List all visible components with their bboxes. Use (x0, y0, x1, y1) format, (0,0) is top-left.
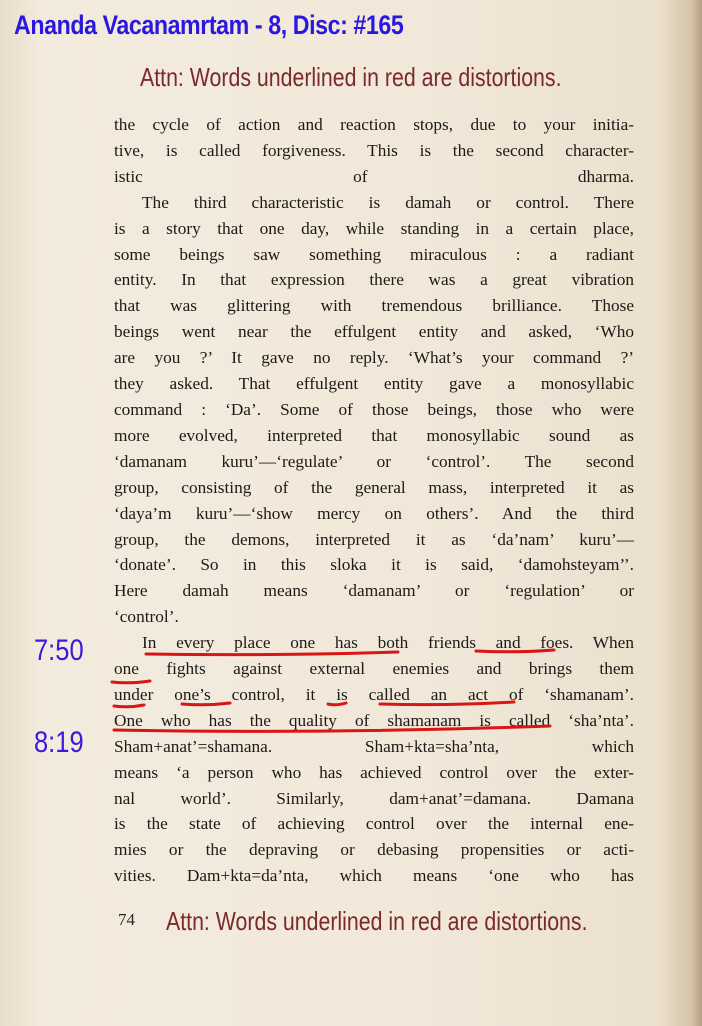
attention-note-bottom: Attn: Words underlined in red are distortions. (166, 906, 588, 936)
text-line: command : ‘Da’. Some of those beings, those who were (114, 399, 634, 419)
annotation-title: Ananda Vacanamrtam - 8, Disc: #165 (14, 10, 404, 40)
text-line: group, consisting of the general mass, interpreted it as (114, 477, 634, 497)
text-line: under one’s control, it is called an act of ‘shamanam’. (114, 684, 634, 704)
page-edge-shadow (692, 0, 702, 1026)
text-line: vities. Dam+kta=da’nta, which means ‘one who has (114, 866, 634, 886)
text-line: is a story that one day, while standing in a certain place, (114, 218, 634, 238)
text-line: The third characteristic is damah or control. There (142, 192, 634, 212)
text-line: ‘control’. (114, 607, 179, 627)
text-line: is the state of achieving control over the internal ene- (114, 814, 634, 834)
text-line: istic of dharma. (114, 166, 634, 186)
text-line: ‘daya’m kuru’—‘show mercy on others’. And the third (114, 503, 634, 523)
timestamp-7-50: 7:50 (34, 634, 84, 667)
text-line: group, the demons, interpreted it as ‘da’nam’ kuru’— (114, 529, 634, 549)
text-line: one fights against external enemies and brings them (114, 659, 634, 679)
text-line: ‘donate’. So in this sloka it is said, ‘damohsteyam’’. (114, 555, 634, 575)
text-line: Here damah means ‘damanam’ or ‘regulation’ or (114, 581, 634, 601)
page-number: 74 (118, 910, 135, 929)
paragraph-shamanam (114, 630, 634, 889)
text-line: are you ?’ It gave no reply. ‘What’s your command ?’ (114, 348, 634, 368)
timestamp-8-19: 8:19 (34, 726, 84, 759)
text-line: means ‘a person who has achieved control over the exter- (114, 762, 634, 782)
text-line: that was glittering with tremendous brilliance. Those (114, 296, 634, 316)
text-line: more evolved, interpreted that monosyllabic sound as (114, 425, 634, 445)
text-line: tive, is called forgiveness. This is the second character- (114, 140, 634, 160)
attention-note-top: Attn: Words underlined in red are distortions. (140, 62, 562, 92)
text-line: entity. In that expression there was a great vibration (114, 270, 634, 290)
text-line: ‘damanam kuru’—‘regulate’ or ‘control’. The second (114, 451, 634, 471)
text-line: mies or the depraving or debasing propensities or acti- (114, 840, 634, 860)
text-line: some beings saw something miraculous : a radiant (114, 244, 634, 264)
text-line: Sham+anat’=shamana. Sham+kta=sha’nta, which (114, 736, 634, 756)
text-line: the cycle of action and reaction stops, due to your initia- (114, 115, 634, 134)
text-line: they asked. That effulgent entity gave a monosyllabic (114, 374, 634, 394)
text-line: One who has the quality of shamanam is called ‘sha’nta’. (114, 710, 634, 730)
text-line: beings went near the effulgent entity and asked, ‘Who (114, 322, 634, 342)
book-body-text (114, 112, 634, 889)
paragraph-forgiveness (114, 112, 634, 190)
text-line: In every place one has both friends and foes. When (142, 633, 634, 653)
paragraph-damah (114, 190, 634, 630)
text-line: nal world’. Similarly, dam+anat’=damana. Damana (114, 788, 634, 808)
